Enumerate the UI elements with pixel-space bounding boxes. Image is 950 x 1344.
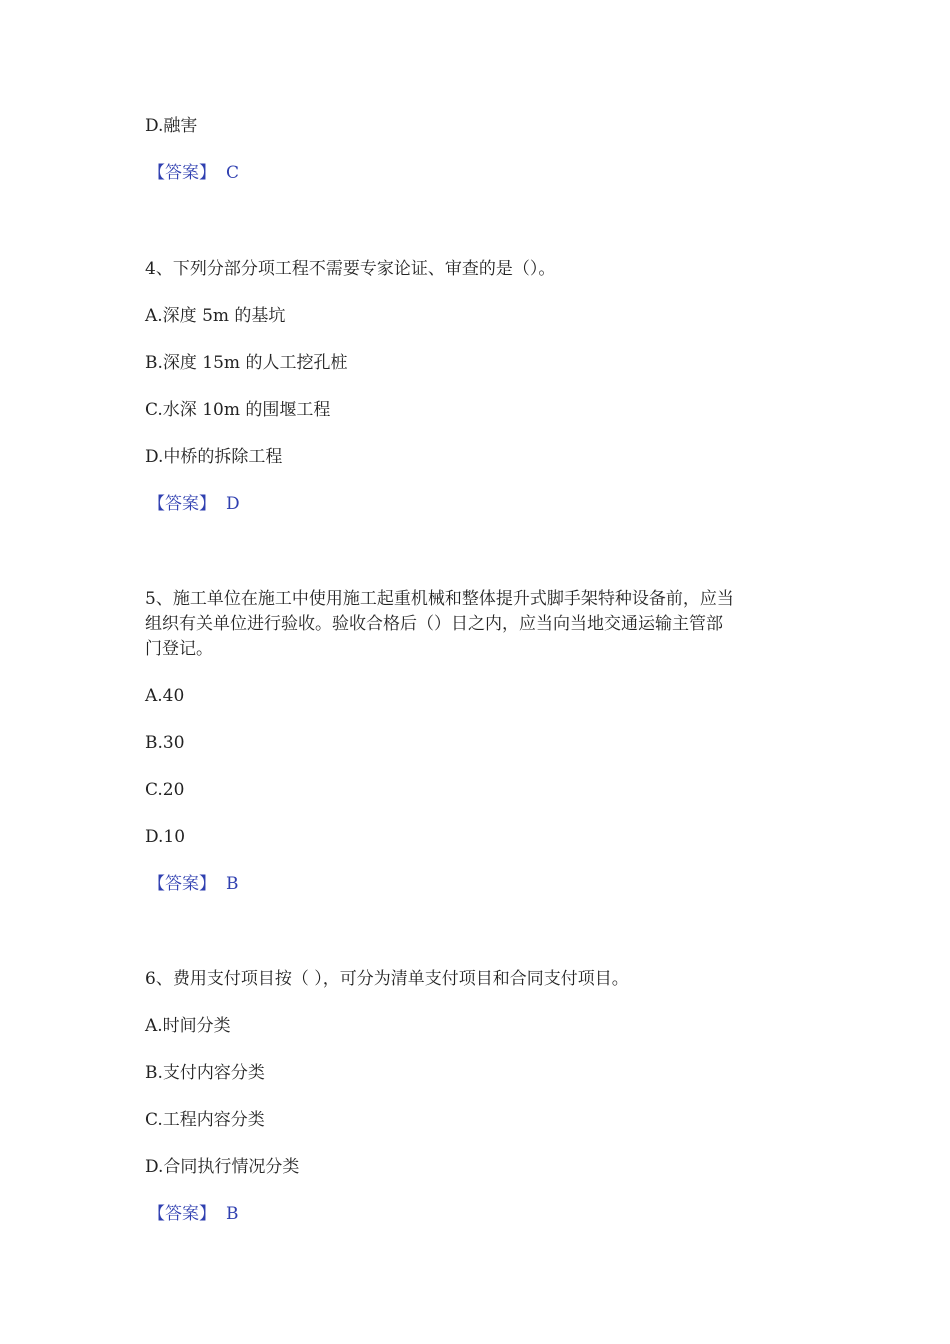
q6-option-c: C.工程内容分类: [145, 1110, 265, 1130]
q4-option-b: B.深度 15m 的人工挖孔桩: [145, 353, 348, 373]
q3-answer: [148, 161, 239, 185]
q6-answer: [148, 1202, 239, 1226]
q5-answer: [148, 872, 239, 896]
q5-stem-line-3: 门登记。: [145, 639, 213, 659]
answer-value: B: [226, 1204, 239, 1224]
q6-option-b: B.支付内容分类: [145, 1063, 265, 1083]
q3-option-d: D.融害: [145, 116, 198, 136]
q6-stem: 6、费用支付项目按（ ），可分为清单支付项目和合同支付项目。: [145, 969, 629, 989]
q5-option-a: A.40: [145, 686, 185, 706]
q4-option-a: A.深度 5m 的基坑: [145, 306, 286, 326]
answer-label: 【答案】: [148, 1204, 216, 1224]
q6-option-a: A.时间分类: [145, 1016, 231, 1036]
answer-label: 【答案】: [148, 874, 216, 894]
answer-value: B: [226, 874, 239, 894]
q5-option-b: B.30: [145, 733, 185, 753]
q5-stem-line-2: 组织有关单位进行验收。验收合格后（）日之内，应当向当地交通运输主管部: [145, 614, 723, 634]
answer-label: 【答案】: [148, 494, 216, 514]
q6-option-d: D.合同执行情况分类: [145, 1157, 300, 1177]
answer-label: 【答案】: [148, 163, 216, 183]
q4-option-d: D.中桥的拆除工程: [145, 447, 283, 467]
q5-option-c: C.20: [145, 780, 185, 800]
answer-value: D: [226, 494, 240, 514]
answer-value: C: [226, 163, 240, 183]
q5-option-d: D.10: [145, 827, 186, 847]
q4-option-c: C.水深 10m 的围堰工程: [145, 400, 331, 420]
q4-answer: [148, 492, 240, 516]
q4-stem: 4、下列分部分项工程不需要专家论证、审查的是（）。: [145, 259, 556, 279]
q5-stem-line-1: 5、施工单位在施工中使用施工起重机械和整体提升式脚手架特种设备前，应当: [145, 589, 734, 609]
